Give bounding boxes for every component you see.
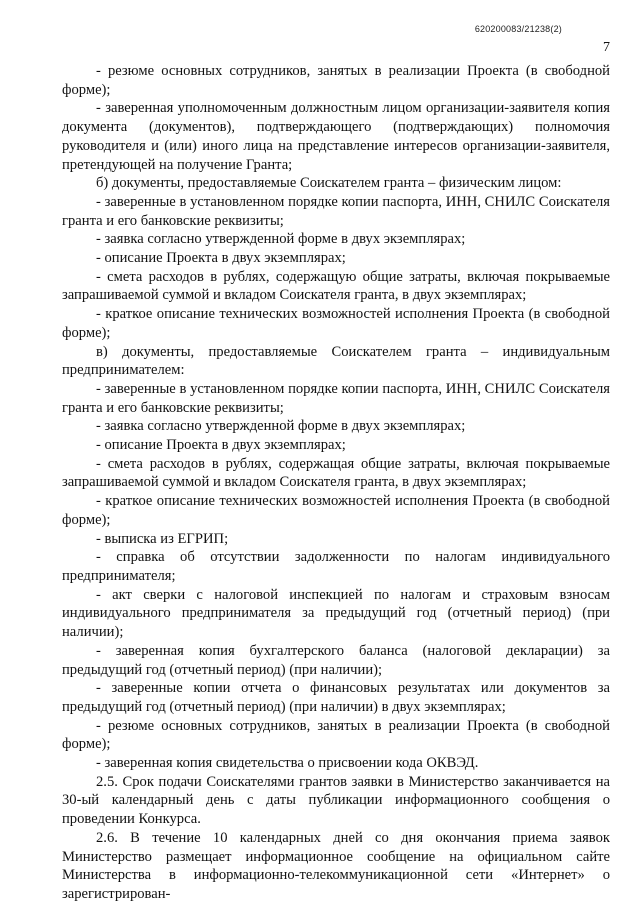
paragraph: - акт сверки с налоговой инспекцией по налогам и страховым взносам индивидуального предпринимателя за предыдущий год (отчетный период) (при наличии);	[62, 586, 610, 641]
paragraph: в) документы, предоставляемые Соискателем гранта – индивидуальным предпринимателем:	[62, 343, 610, 379]
paragraph: - заверенная уполномоченным должностным лицом организации-заявителя копия документа (документов), подтверждающего (подтверждающих) полномочия руководителя и (или) иного лица на представление интересов организации-заявителя, претендующей на получение Гранта;	[62, 100, 610, 173]
paragraph: - описание Проекта в двух экземплярах;	[96, 250, 346, 267]
paragraph: - заверенные в установленном порядке копии паспорта, ИНН, СНИЛС Соискателя гранта и его банковские реквизиты;	[62, 380, 610, 416]
paragraph: - заверенная копия свидетельства о присвоении кода ОКВЭД.	[96, 755, 479, 772]
paragraph: - заверенная копия бухгалтерского баланса (налоговой декларации) за предыдущий год (отчетный период) (при наличии);	[62, 642, 610, 678]
paragraph: - смета расходов в рублях, содержащая общие затраты, включая покрываемые запрашиваемой суммой и вкладом Соискателя гранта, в двух экземплярах;	[62, 455, 610, 491]
paragraph: - описание Проекта в двух экземплярах;	[96, 437, 346, 454]
paragraph: 2.5. Срок подачи Соискателями грантов заявки в Министерство заканчивается на 30-ый календарный день с даты публикации информационного сообщения о проведении Конкурса.	[62, 773, 610, 828]
paragraph: - краткое описание технических возможностей исполнения Проекта (в свободной форме);	[62, 306, 610, 341]
paragraph: - смета расходов в рублях, содержащую общие затраты, включая покрываемые запрашиваемой суммой и вкладом Соискателя гранта, в двух экземплярах;	[62, 268, 610, 304]
paragraph: - заверенные копии отчета о финансовых результатах или документов за предыдущий год (отчетный период) (при наличии) в двух экземплярах;	[62, 680, 610, 715]
paragraph: - резюме основных сотрудников, занятых в реализации Проекта (в свободной форме);	[62, 63, 610, 98]
paragraph: - заявка согласно утвержденной форме в двух экземплярах;	[96, 418, 466, 435]
paragraph: б) документы, предоставляемые Соискателем гранта – физическим лицом:	[96, 175, 562, 192]
paragraph: - резюме основных сотрудников, занятых в реализации Проекта (в свободной форме);	[62, 717, 610, 753]
document-code: 620200083/21238(2)	[474, 24, 562, 34]
paragraph: 2.6. В течение 10 календарных дней со дня окончания приема заявок Министерство размещает информационное сообщение на официальном сайте Министерства в информационно-телекоммуникационной сети «Интернет» о зарегистрирован-	[62, 829, 610, 902]
paragraph: - заверенные в установленном порядке копии паспорта, ИНН, СНИЛС Соискателя гранта и его банковские реквизиты;	[62, 193, 610, 229]
document-body	[62, 62, 610, 904]
paragraph: - краткое описание технических возможностей исполнения Проекта (в свободной форме);	[62, 493, 610, 528]
paragraph: - справка об отсутствии задолженности по налогам индивидуального предпринимателя;	[62, 549, 610, 584]
paragraph: - выписка из ЕГРИП;	[96, 530, 229, 547]
paragraph: - заявка согласно утвержденной форме в двух экземплярах;	[96, 231, 466, 248]
page-number: 7	[603, 40, 610, 55]
